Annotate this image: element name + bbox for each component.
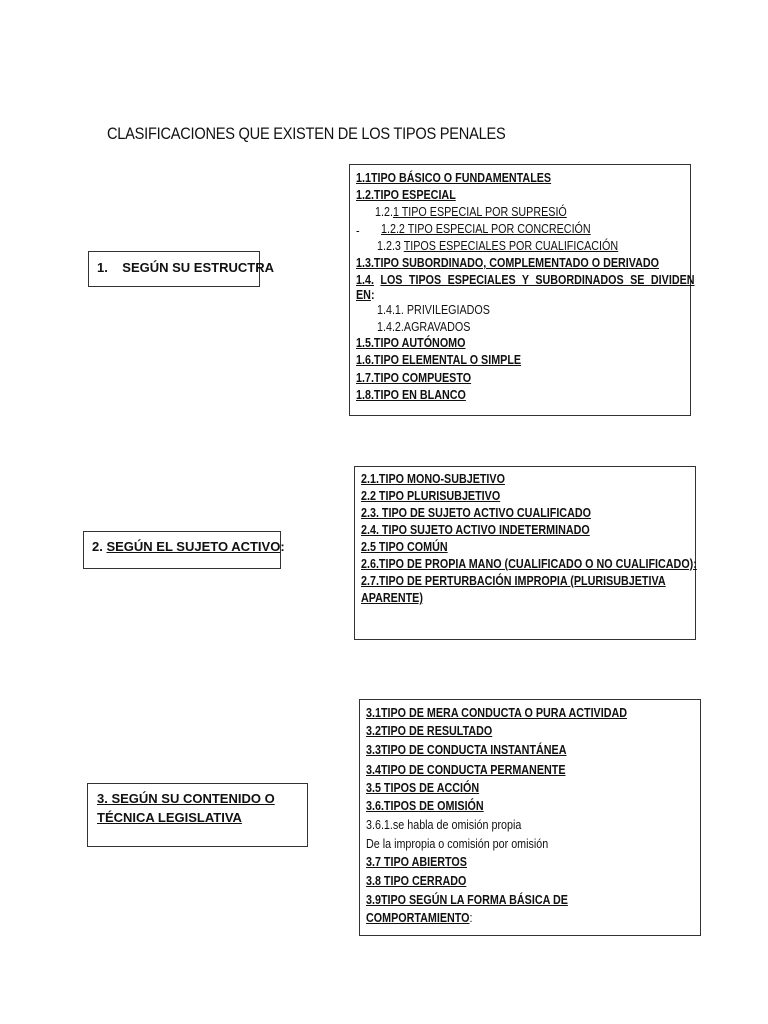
item-1-6: 1.6.TIPO ELEMENTAL O SIMPLE: [356, 353, 522, 367]
item-1-7: 1.7.TIPO COMPUESTO: [356, 371, 472, 385]
item-3-9-cont: [366, 911, 473, 926]
item-1-5: 1.5.TIPO AUTÓNOMO: [356, 336, 466, 350]
category-box-3: [87, 783, 308, 847]
item-2-6: 2.6.TIPO DE PROPIA MANO (CUALIFICADO O NO CUALIFICADO):: [361, 557, 697, 571]
item-1-2-1-number: 1.2.: [375, 205, 393, 219]
classification-box-2: [354, 466, 696, 640]
item-1-1: 1.1TIPO BÁSICO O FUNDAMENTALES: [356, 171, 552, 185]
item-3-8: 3.8 TIPO CERRADO: [366, 874, 467, 888]
item-1-2-3-number: 1.2.3: [377, 239, 404, 253]
classification-box-1: [349, 164, 695, 416]
item-2-1: 2.1.TIPO MONO-SUBJETIVO: [361, 472, 505, 486]
item-1-2-2-dash: -: [356, 224, 360, 238]
item-1-2-1-label: 1 TIPO ESPECIAL POR SUPRESIÓ: [392, 205, 567, 219]
item-3-6-1: 3.6.1.se habla de omisión propia: [366, 818, 522, 832]
item-3-3: 3.3TIPO DE CONDUCTA INSTANTÁNEA: [366, 743, 567, 757]
item-3-6: 3.6.TIPOS DE OMISIÓN: [366, 799, 484, 813]
item-1-4-cont-colon: :: [370, 288, 375, 302]
item-1-4-cont-label: EN: [356, 288, 371, 302]
item-2-2: 2.2 TIPO PLURISUBJETIVO: [361, 489, 501, 503]
category-box-1: [88, 251, 274, 287]
item-1-4-cont: [356, 288, 375, 303]
item-3-9-cont-label: COMPORTAMIENTO: [366, 911, 470, 925]
item-1-3: 1.3.TIPO SUBORDINADO, COMPLEMENTADO O DERIVADO: [356, 256, 660, 270]
item-1-2-3-label: TIPOS ESPECIALES POR CUALIFICACIÓN: [403, 239, 619, 253]
item-2-4: 2.4. TIPO SUJETO ACTIVO INDETERMINADO: [361, 523, 590, 537]
item-1-4-1: 1.4.1. PRIVILEGIADOS: [377, 303, 490, 317]
category-2-prefix: 2.: [92, 539, 107, 554]
item-3-1: 3.1TIPO DE MERA CONDUCTA O PURA ACTIVIDAD: [366, 706, 628, 720]
item-1-4-number: 1.4.: [356, 273, 374, 287]
item-2-3: 2.3. TIPO DE SUJETO ACTIVO CUALIFICADO: [361, 506, 591, 520]
item-1-2-3: [377, 239, 618, 254]
classification-box-3: [359, 699, 701, 936]
category-2-label: SEGÚN EL SUJETO ACTIVO: [106, 539, 281, 554]
item-2-5: 2.5 TIPO COMÚN: [361, 540, 448, 554]
item-3-6-2: De la impropia o comisión por omisión: [366, 837, 549, 851]
category-label-2: [92, 539, 285, 554]
category-box-2: [83, 531, 285, 569]
item-1-2-2: 1.2.2 TIPO ESPECIAL POR CONCRECIÓN: [381, 222, 591, 236]
page-title: CLASIFICACIONES QUE EXISTEN DE LOS TIPOS PENALES: [107, 124, 506, 143]
category-label-1: 1. SEGÚN SU ESTRUCTRA: [97, 260, 274, 275]
item-2-7: 2.7.TIPO DE PERTURBACIÓN IMPROPIA (PLURISUBJETIVA: [361, 574, 666, 588]
item-3-9-cont-colon: :: [469, 911, 473, 925]
item-1-4-2: 1.4.2.AGRAVADOS: [377, 320, 471, 334]
item-3-4: 3.4TIPO DE CONDUCTA PERMANENTE: [366, 763, 566, 777]
item-3-7: 3.7 TIPO ABIERTOS: [366, 855, 467, 869]
category-label-3-line2: TÉCNICA LEGISLATIVA: [97, 810, 242, 825]
category-label-3-line1: 3. SEGÚN SU CONTENIDO O: [97, 791, 275, 806]
item-1-2: 1.2.TIPO ESPECIAL: [356, 188, 456, 202]
item-3-5: 3.5 TIPOS DE ACCIÓN: [366, 781, 480, 795]
item-1-8: 1.8.TIPO EN BLANCO: [356, 388, 466, 402]
item-1-4-label: LOS TIPOS ESPECIALES Y SUBORDINADOS SE DIVIDEN: [380, 273, 695, 287]
item-3-2: 3.2TIPO DE RESULTADO: [366, 724, 493, 738]
item-1-4: [356, 273, 695, 288]
item-3-9: 3.9TIPO SEGÚN LA FORMA BÁSICA DE: [366, 893, 568, 907]
item-2-7-cont: APARENTE): [361, 591, 423, 605]
category-2-suffix: :: [280, 539, 285, 554]
item-1-2-1: [375, 205, 567, 220]
